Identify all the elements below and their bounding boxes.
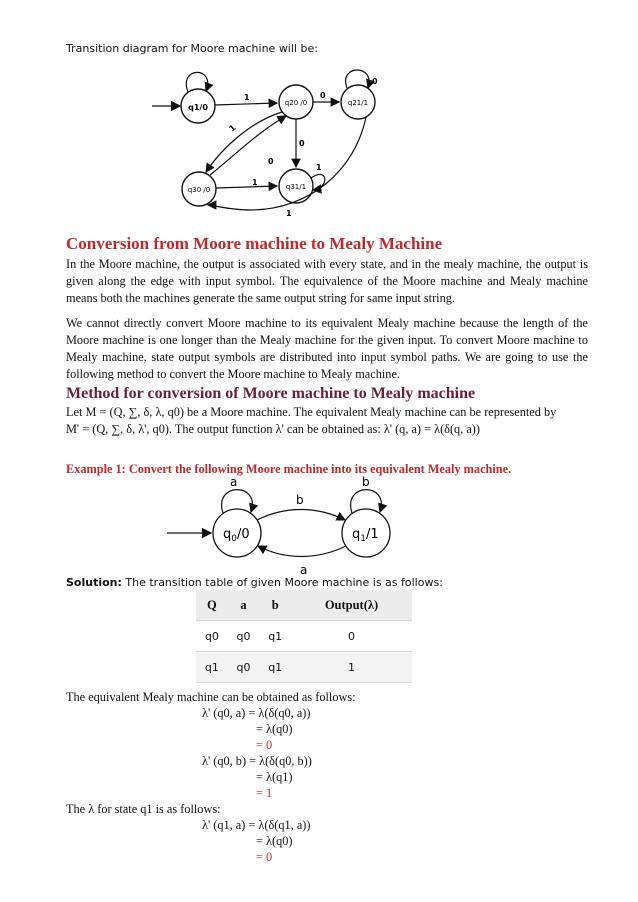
edge-label: 0 <box>299 139 305 148</box>
calc3-result: = 0 <box>256 850 273 864</box>
calc3-line1: λ' (q1, a) = λ(δ(q1, a)) <box>202 818 311 832</box>
table-cell: q0 <box>228 652 260 683</box>
method-line-2: M' = (Q, ∑, δ, λ', q0). The output function λ' can be obtained as: λ' (q, a) = λ(δ(q, a)) <box>66 422 480 436</box>
moore-transition-diagram <box>140 60 390 220</box>
edge-label: 1 <box>316 163 322 172</box>
lambda-q1-intro: The λ for state q1 is as follows: <box>66 802 221 816</box>
paragraph-2: We cannot directly convert Moore machine to its equivalent Mealy machine because the length of the Moore machine is one longer than the Mealy machine for the given input. To convert Moore machine to Mealy machine, state output symbols are distributed into input symbol paths. We are going to use the following method to convert the Moore machine to Mealy machine. <box>66 316 588 381</box>
edge-label: 1 <box>252 178 258 187</box>
edge-q1-q20 <box>215 103 277 105</box>
edge-q1-q0 <box>258 546 346 557</box>
edge-label: 0 <box>268 157 274 166</box>
method-title: Method for conversion of Moore machine to Mealy machine <box>66 385 476 402</box>
loop-label-b: b <box>362 476 370 489</box>
edge-label: 1 <box>227 123 238 134</box>
calc2-line2: = λ(q1) <box>256 770 293 784</box>
loop-label-a: a <box>230 476 238 489</box>
solution-line <box>66 576 443 589</box>
edge-q0-q1 <box>257 510 345 521</box>
edge-label-a: a <box>300 563 308 576</box>
table-cell: q1 <box>196 652 228 683</box>
state-label-q20: q20 /0 <box>284 99 308 107</box>
table-cell: 1 <box>291 652 412 683</box>
calc1-result: = 0 <box>256 738 273 752</box>
table-header: b <box>259 590 291 621</box>
table-cell: 0 <box>291 621 412 652</box>
calc2-result: = 1 <box>256 786 273 800</box>
state-label-q0: $q_0/0$ <box>223 527 250 544</box>
section-title: Conversion from Moore machine to Mealy Machine <box>66 234 443 253</box>
transition-table <box>196 590 412 683</box>
calc3-line2: = λ(q0) <box>256 834 293 848</box>
edge-label-b: b <box>296 493 304 507</box>
state-label-q1: q1/0 <box>188 103 208 112</box>
table-row <box>196 621 412 652</box>
state-label-q31: q31/1 <box>285 183 307 191</box>
table-header: a <box>228 590 260 621</box>
solution-label: Solution: <box>66 576 122 589</box>
mealy-intro: The equivalent Mealy machine can be obtained as follows: <box>66 690 356 704</box>
edge-q30-q31 <box>216 186 277 188</box>
table-cell: q1 <box>259 652 291 683</box>
table-header-row <box>196 590 412 621</box>
state-label-q1: $q_1/1$ <box>352 527 379 544</box>
edge-q20-q30 <box>210 116 286 175</box>
table-header: Q <box>196 590 228 621</box>
example-moore-diagram <box>165 476 405 576</box>
example-title: Example 1: Convert the following Moore machine into its equivalent Mealy machine. <box>66 462 512 476</box>
edge-label: 0 <box>372 77 378 86</box>
state-label-q30: q30 /0 <box>187 186 211 194</box>
table-header: Output(λ) <box>291 590 412 621</box>
intro-text: Transition diagram for Moore machine will be: <box>66 42 318 55</box>
table-cell: q0 <box>228 621 260 652</box>
calc1-line2: = λ(q0) <box>256 722 293 736</box>
paragraph-1: In the Moore machine, the output is associated with every state, and in the mealy machine, the output is given along the edge with input symbol. The equivalence of the Moore machine and Mealy machine means both the machines generate the same output string for same input string. <box>66 257 588 305</box>
solution-text: The transition table of given Moore machine is as follows: <box>121 576 443 589</box>
table-cell: q0 <box>196 621 228 652</box>
table-row <box>196 652 412 683</box>
edge-label: 0 <box>320 91 326 100</box>
table-cell: q1 <box>259 621 291 652</box>
calc1-line1: λ' (q0, a) = λ(δ(q0, a)) <box>202 706 311 720</box>
method-line-1: Let M = (Q, ∑, δ, λ, q0) be a Moore machine. The equivalent Mealy machine can be represented by <box>66 405 557 419</box>
calc2-line1: λ' (q0, b) = λ(δ(q0, b)) <box>202 754 312 768</box>
state-label-q21: q21/1 <box>347 99 369 107</box>
edge-label: 1 <box>286 209 292 218</box>
edge-label: 1 <box>244 93 250 102</box>
